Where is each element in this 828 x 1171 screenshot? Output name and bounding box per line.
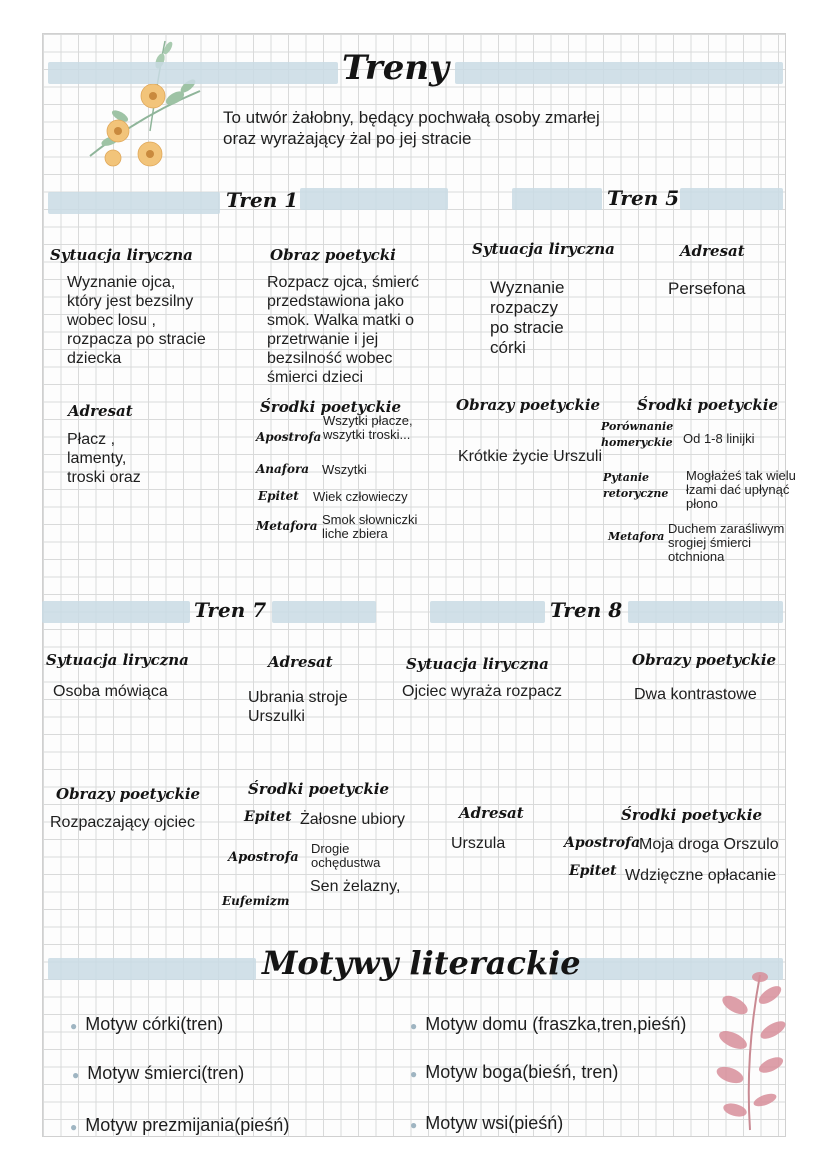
motif-left-1: ● Motyw córki(tren)	[70, 1014, 224, 1034]
tren1-device-metafora: Metafora	[256, 519, 318, 533]
tren1-band-left	[48, 192, 220, 214]
tren8-heading: Tren 8	[550, 598, 623, 622]
tren7-band-left	[42, 601, 190, 623]
motif-right-3: ● Motyw wsi(pieśń)	[410, 1113, 564, 1133]
tren8-band-left	[430, 601, 545, 623]
motif-right-2: ● Motyw boga(bieśń, tren)	[410, 1062, 619, 1082]
tren8-adresat-text: Urszula	[451, 835, 506, 852]
tren8-device-apostrofa-text: Moja droga Orszulo	[639, 836, 779, 853]
tren5-device-metafora: Metafora	[608, 530, 665, 543]
tren7-adresat-text: Ubrania stroje Urszulki	[248, 689, 348, 725]
definition-line-1: To utwór żałobny, będący pochwałą osoby zmarłej	[223, 108, 600, 127]
tren8-adresat-label: Adresat	[459, 804, 524, 822]
tren8-obrazy-text: Dwa kontrastowe	[634, 686, 757, 703]
tren7-device-epitet: Epitet	[244, 809, 292, 825]
tren8-band-right	[628, 601, 783, 623]
title-band-right	[455, 62, 783, 84]
tren1-obraz-text: Rozpacz ojca, śmierć przedstawiona jako smok. Walka matki o przetrwanie i jej bezsilność wobec śmierci dzieci	[267, 274, 420, 386]
tren5-device-porownanie: Porównanie homeryckie	[601, 420, 674, 449]
tren1-adresat-label: Adresat	[68, 402, 133, 420]
tren1-sytuacja-label: Sytuacja liryczna	[50, 246, 193, 264]
tren5-device-porownanie-text: Od 1-8 linijki	[683, 431, 755, 446]
tren1-device-metafora-text: Smok słowniczki liche zbiera	[322, 512, 418, 541]
page-title: Treny	[342, 48, 449, 88]
motif-left-2: ● Motyw śmierci(tren)	[72, 1063, 245, 1083]
tren1-device-anafora: Anafora	[256, 462, 310, 476]
tren5-device-pytanie: Pytanie retoryczne	[603, 471, 669, 500]
title-band-left	[48, 62, 338, 84]
tren1-heading: Tren 1	[226, 188, 299, 212]
tren5-adresat-text: Persefona	[668, 279, 746, 298]
tren7-obrazy-text: Rozpaczający ojciec	[50, 814, 195, 831]
tren7-device-apostrofa: Apostrofa	[228, 850, 299, 865]
tren7-sytuacja-text: Osoba mówiąca	[53, 683, 168, 700]
tren5-device-metafora-text: Duchem zaraśliwym srogiej śmierci otchniona	[668, 521, 785, 564]
tren1-device-epitet: Epitet	[258, 489, 299, 503]
tren7-device-apostrofa-text: Drogie ochędustwa	[311, 841, 381, 870]
pink-leaves-icon	[705, 965, 795, 1135]
definition-line-2: oraz wyrażający żal po jej stracie	[223, 129, 472, 148]
tren8-device-apostrofa: Apostrofa	[564, 835, 641, 851]
tren7-srodki-label: Środki poetyckie	[248, 780, 389, 798]
tren1-srodki-label: Środki poetyckie	[260, 398, 401, 416]
tren5-sytuacja-label: Sytuacja liryczna	[472, 240, 615, 258]
tren1-device-apostrofa: Apostrofa	[256, 430, 322, 444]
tren7-adresat-label: Adresat	[268, 653, 333, 671]
tren7-heading: Tren 7	[194, 598, 267, 622]
tren8-device-epitet: Epitet	[569, 863, 617, 879]
motywy-band-left	[48, 958, 256, 980]
tren1-obraz-label: Obraz poetycki	[270, 246, 396, 264]
tren8-srodki-label: Środki poetyckie	[621, 806, 762, 824]
tren1-sytuacja-text: Wyznanie ojca, który jest bezsilny wobec losu , rozpacza po stracie dziecka	[67, 274, 206, 367]
tren7-device-epitet-text: Żałosne ubiory	[300, 811, 405, 828]
tren5-sytuacja-text: Wyznanie rozpaczy po stracie córki	[490, 278, 565, 357]
tren7-device-eufemizm-text: Sen żelazny,	[310, 878, 401, 895]
tren7-sytuacja-label: Sytuacja liryczna	[46, 651, 189, 669]
tren7-band-right	[272, 601, 376, 623]
motif-right-1: ● Motyw domu (fraszka,tren,pieśń)	[410, 1014, 687, 1034]
tren5-heading: Tren 5	[607, 186, 680, 210]
tren1-device-anafora-text: Wszytki	[322, 462, 367, 477]
tren1-device-epitet-text: Wiek człowieczy	[313, 489, 408, 504]
motywy-heading: Motywy literackie	[262, 944, 581, 982]
tren1-device-apostrofa-text: Wszytki płacze, wszytki troski...	[323, 413, 413, 442]
tren5-band-left	[512, 188, 602, 210]
tren1-adresat-text: Płacz , lamenty, troski oraz	[67, 431, 141, 486]
tren1-band-right	[300, 188, 448, 210]
tren7-obrazy-label: Obrazy poetyckie	[56, 785, 201, 803]
tren5-band-right	[680, 188, 783, 210]
tren5-device-pytanie-text: Mogłażeś tak wielu łzami dać upłynąć płono	[686, 468, 796, 511]
tren8-device-epitet-text: Wdzięczne opłacanie	[625, 867, 777, 884]
tren8-obrazy-label: Obrazy poetyckie	[632, 651, 777, 669]
tren8-sytuacja-label: Sytuacja liryczna	[406, 655, 549, 673]
tren5-obrazy-label: Obrazy poetyckie	[456, 396, 601, 414]
tren7-device-eufemizm: Eufemizm	[222, 894, 290, 908]
tren5-srodki-label: Środki poetyckie	[637, 396, 778, 414]
tren5-obrazy-text: Krótkie życie Urszuli	[458, 448, 603, 465]
flower-bouquet-icon	[80, 36, 210, 176]
tren5-adresat-label: Adresat	[680, 242, 745, 260]
tren8-sytuacja-text: Ojciec wyraża rozpacz	[402, 683, 563, 700]
motif-left-3: ● Motyw prezmijania(pieśń)	[70, 1115, 290, 1135]
